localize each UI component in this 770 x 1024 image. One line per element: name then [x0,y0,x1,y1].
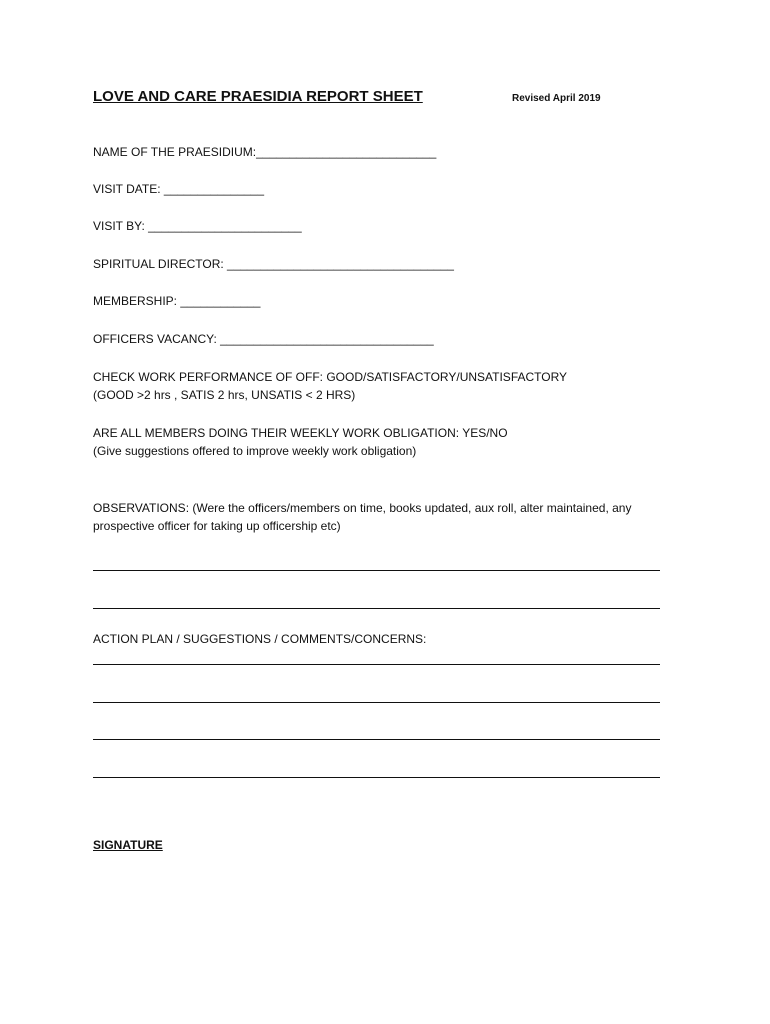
observations-answer-line[interactable] [93,570,660,571]
observations-hint: prospective officer for taking up officership etc) [93,519,341,533]
action-plan-label: ACTION PLAN / SUGGESTIONS / COMMENTS/CONCERNS: [93,632,427,646]
document-title: LOVE AND CARE PRAESIDIA REPORT SHEET [93,88,423,105]
visit-by-field[interactable]: VISIT BY: _______________________ [93,219,302,233]
action-plan-answer-line[interactable] [93,739,660,740]
observations-answer-line[interactable] [93,608,660,609]
observations-label: OBSERVATIONS: (Were the officers/members on time, books updated, aux roll, alter maintained, any [93,501,632,515]
work-performance-question: CHECK WORK PERFORMANCE OF OFF: GOOD/SATISFACTORY/UNSATISFACTORY [93,370,568,384]
weekly-obligation-question: ARE ALL MEMBERS DOING THEIR WEEKLY WORK OBLIGATION: YES/NO [93,426,508,440]
spiritual-director-field[interactable]: SPIRITUAL DIRECTOR: __________________________________ [93,257,454,271]
membership-field[interactable]: MEMBERSHIP: ____________ [93,294,261,308]
action-plan-answer-line[interactable] [93,777,660,778]
action-plan-answer-line[interactable] [93,664,660,665]
revision-date: Revised April 2019 [512,93,601,104]
signature-label: SIGNATURE [93,838,163,852]
work-performance-criteria: (GOOD >2 hrs , SATIS 2 hrs, UNSATIS < 2 HRS) [93,388,356,402]
praesidium-name-field[interactable]: NAME OF THE PRAESIDIUM:___________________________ [93,145,437,159]
visit-date-field[interactable]: VISIT DATE: _______________ [93,182,265,196]
weekly-obligation-hint: (Give suggestions offered to improve weekly work obligation) [93,444,417,458]
officers-vacancy-field[interactable]: OFFICERS VACANCY: ________________________________ [93,332,434,346]
action-plan-answer-line[interactable] [93,702,660,703]
